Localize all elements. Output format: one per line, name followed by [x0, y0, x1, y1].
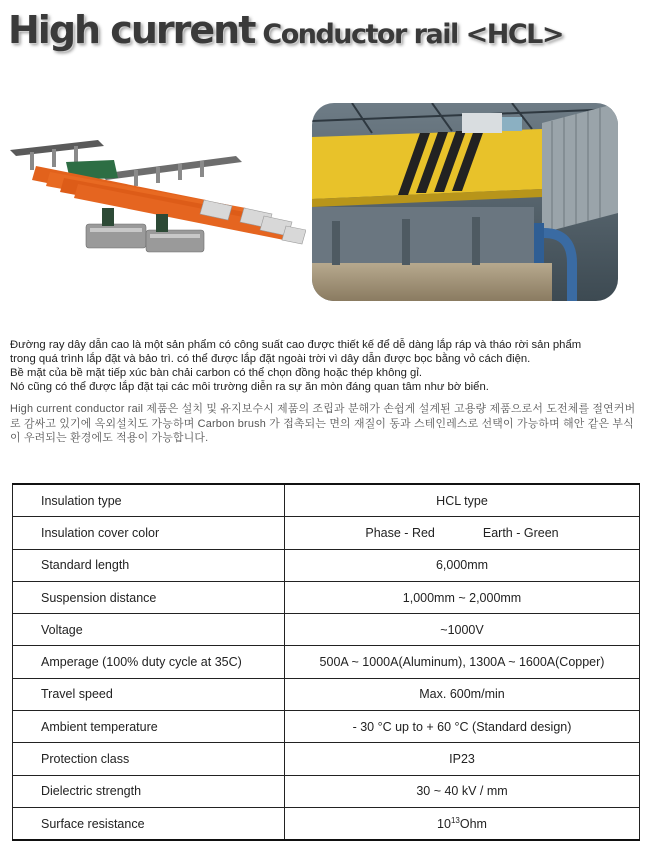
title-main: High current — [8, 8, 255, 52]
resistance-unit: Ohm — [459, 817, 487, 832]
resistance-exponent: 13 — [450, 816, 460, 826]
spec-label: Ambient temperature — [13, 711, 285, 743]
spec-value: 30 ~ 40 kV / mm — [285, 775, 640, 807]
table-row — [13, 517, 640, 549]
spec-value: 6,000mm — [285, 549, 640, 581]
description-korean: High current conductor rail 제품은 설치 및 유지보수시 제품의 조립과 분해가 손쉽게 설계된 고용량 제품으로서 도전체를 절연커버로 감싸고 있기에 옥외설치도 가능하며 Carbon brush 가 접촉되는 면의 재질이 동과 스테인레스로 선택이 가능하며 해안 같은 부식이 우려되는 환경에도 적용이 가능합니다. — [10, 403, 636, 444]
description-vietnamese — [10, 338, 640, 394]
table-row — [13, 646, 640, 678]
table-row — [13, 711, 640, 743]
spec-value — [285, 517, 640, 549]
spec-label: Amperage (100% duty cycle at 35C) — [13, 646, 285, 678]
description-vn-line: Bề mặt của bề mặt tiếp xúc bàn chải carbon có thể chọn đồng hoặc thép không gỉ. — [10, 367, 422, 379]
resistance-base: 10 — [437, 817, 451, 832]
phase-color-text: Phase - Red — [365, 525, 435, 540]
spec-label: Insulation type — [13, 484, 285, 517]
spec-value: IP23 — [285, 743, 640, 775]
spec-label: Surface resistance — [13, 807, 285, 840]
spec-label: Suspension distance — [13, 581, 285, 613]
spec-label: Dielectric strength — [13, 775, 285, 807]
spec-value: 1,000mm ~ 2,000mm — [285, 581, 640, 613]
spec-label: Protection class — [13, 743, 285, 775]
spec-label: Voltage — [13, 614, 285, 646]
table-row — [13, 678, 640, 710]
table-row — [13, 807, 640, 840]
title-sub: Conductor rail <HCL> — [262, 19, 563, 50]
table-row — [13, 775, 640, 807]
description-vn-line: trong quá trình lắp đặt và bảo trì. có thể được lắp đặt ngoài trời vì dây dẫn được bọc bằng vỏ cách điện. — [10, 353, 531, 365]
spec-value: - 30 °C up to + 60 °C (Standard design) — [285, 711, 640, 743]
spec-label: Standard length — [13, 549, 285, 581]
earth-color-text: Earth - Green — [482, 525, 559, 540]
description-vn-line: Nó cũng có thể được lắp đặt tại các môi trường diễn ra sự ăn mòn đáng quan tâm như bờ biển. — [10, 381, 489, 393]
spec-value: ~1000V — [285, 614, 640, 646]
spec-table — [12, 483, 640, 841]
crane-installation-photo — [312, 103, 618, 301]
spec-label: Insulation cover color — [13, 517, 285, 549]
spec-value: 500A ~ 1000A(Aluminum), 1300A ~ 1600A(Copper) — [285, 646, 640, 678]
spec-label: Travel speed — [13, 678, 285, 710]
table-row — [13, 743, 640, 775]
spec-value — [285, 807, 640, 840]
table-row — [13, 581, 640, 613]
description-vn-line: Đường ray dây dẫn cao là một sản phẩm có công suất cao được thiết kế để dễ dàng lắp ráp và tháo rời sản phẩm — [10, 339, 582, 351]
table-row — [13, 549, 640, 581]
spec-value: HCL type — [285, 484, 640, 517]
page-title — [8, 8, 563, 56]
table-row — [13, 484, 640, 517]
spec-value: Max. 600m/min — [285, 678, 640, 710]
conductor-rail-product-image — [6, 138, 306, 268]
table-row — [13, 614, 640, 646]
